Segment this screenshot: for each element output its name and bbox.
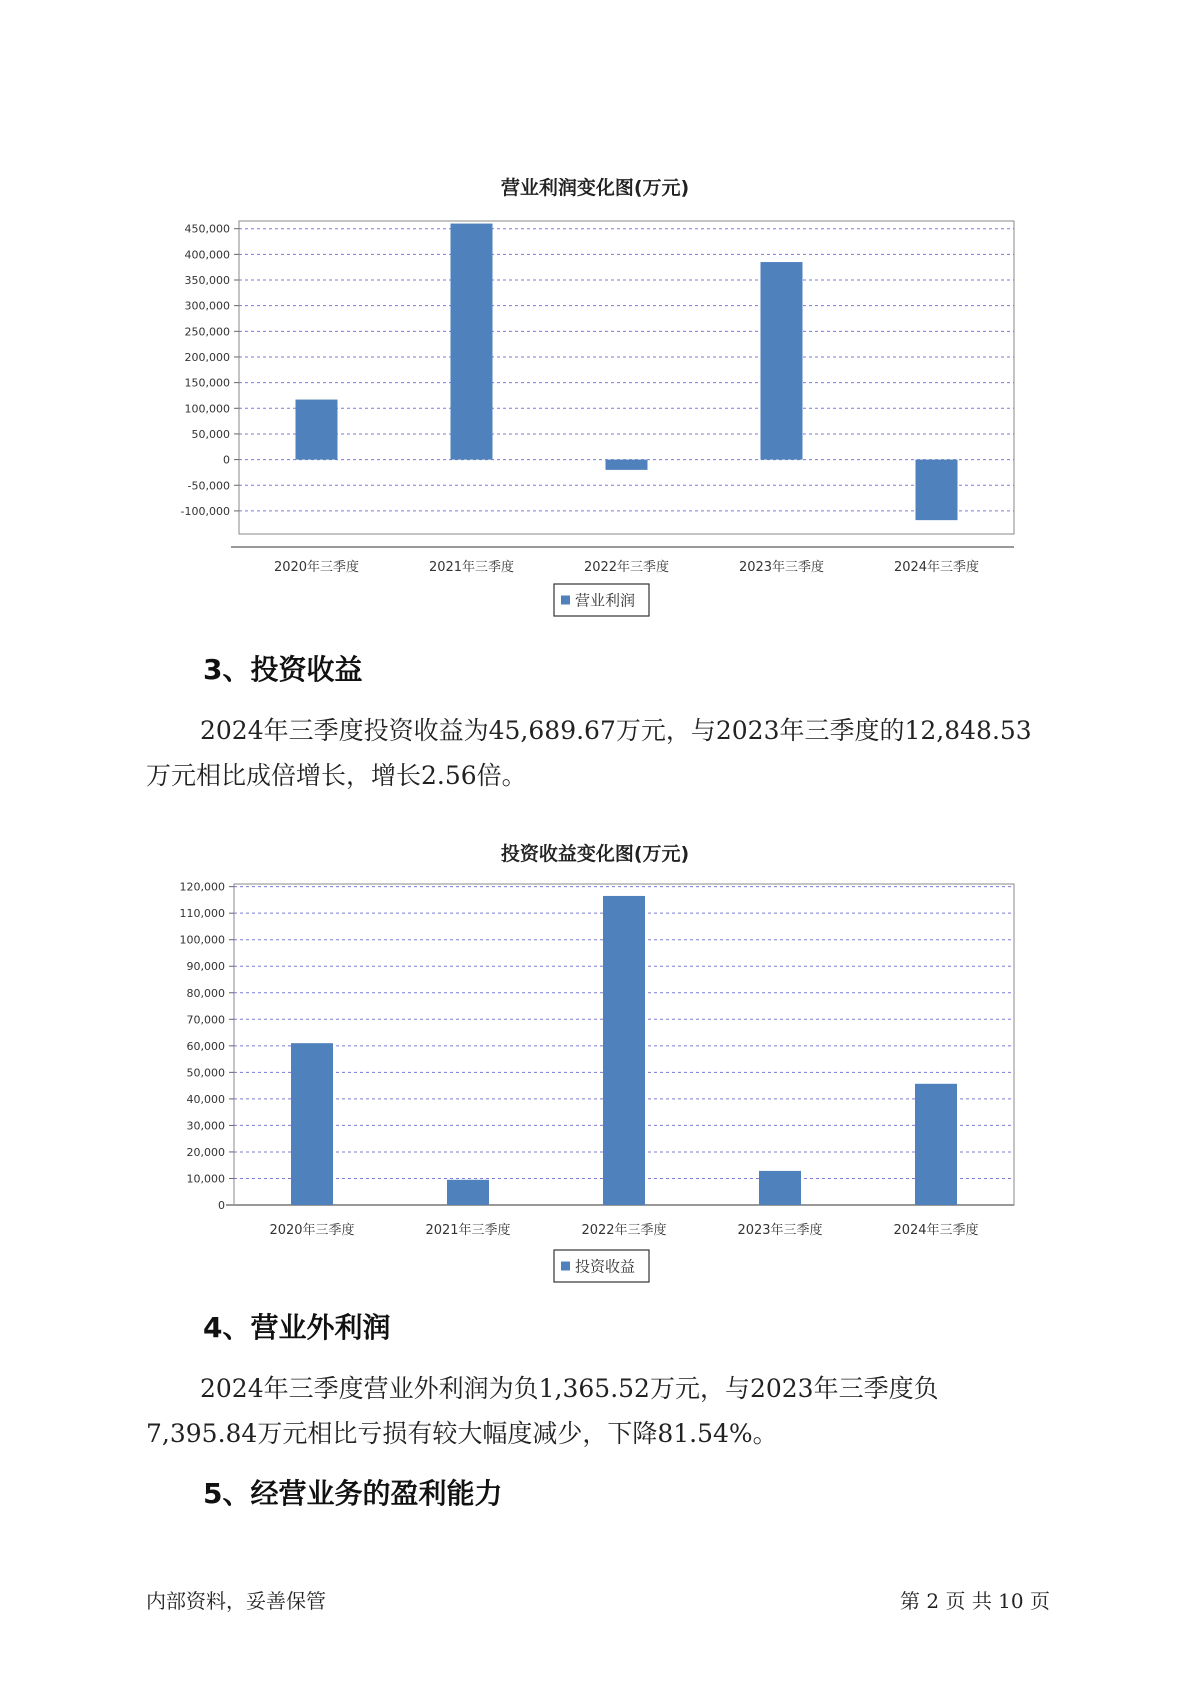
- section-3-line-2: 万元相比成倍增长，增长2.56倍。: [146, 761, 527, 790]
- x-category-label: 2021年三季度: [428, 560, 515, 575]
- section-5-heading: 5、经营业务的盈利能力: [203, 1477, 503, 1510]
- x-category-label: 2023年三季度: [737, 1223, 823, 1238]
- y-tick-label: 40,000: [186, 1092, 225, 1106]
- y-tick-label: 450,000: [184, 222, 230, 236]
- y-tick-label: -100,000: [180, 504, 230, 518]
- legend-swatch: [561, 1262, 570, 1271]
- legend-label: 营业利润: [575, 591, 636, 610]
- y-tick-label: 300,000: [184, 299, 230, 313]
- bar-2: [447, 1180, 489, 1205]
- y-tick-label: 80,000: [186, 986, 225, 1000]
- section-4-line-1: 2024年三季度营业外利润为负1,365.52万元，与2023年三季度负: [200, 1374, 939, 1403]
- y-tick-label: -50,000: [187, 479, 230, 493]
- x-category-label: 2020年三季度: [269, 1223, 355, 1238]
- x-category-label: 2023年三季度: [738, 560, 825, 575]
- chart-title: 投资收益变化图(万元): [500, 843, 690, 865]
- y-tick-label: 120,000: [179, 880, 225, 894]
- x-category-label: 2024年三季度: [893, 1223, 979, 1238]
- y-tick-label: 100,000: [184, 402, 230, 416]
- legend-label: 投资收益: [575, 1257, 636, 1276]
- chart-legend: [554, 1250, 649, 1282]
- x-category-label: 2024年三季度: [893, 560, 980, 575]
- y-tick-label: 60,000: [186, 1039, 225, 1053]
- bar-4: [759, 1171, 801, 1205]
- y-tick-label: 150,000: [184, 376, 230, 390]
- y-tick-label: 250,000: [184, 325, 230, 339]
- y-tick-label: 100,000: [179, 933, 225, 947]
- bar-1: [291, 1043, 333, 1205]
- y-tick-label: 200,000: [184, 350, 230, 364]
- section-3-paragraph: [146, 708, 1076, 798]
- y-tick-label: 30,000: [186, 1119, 225, 1133]
- y-tick-label: 110,000: [179, 907, 225, 921]
- footer-confidential-note: 内部资料，妥善保管: [146, 1589, 326, 1613]
- y-tick-label: 50,000: [191, 427, 230, 441]
- y-tick-label: 70,000: [186, 1013, 225, 1027]
- y-tick-label: 50,000: [186, 1066, 225, 1080]
- y-tick-label: 20,000: [186, 1145, 225, 1159]
- y-tick-label: 350,000: [184, 274, 230, 288]
- y-tick-label: 0: [223, 453, 230, 467]
- x-category-label: 2020年三季度: [273, 560, 360, 575]
- x-category-label: 2022年三季度: [581, 1223, 667, 1238]
- y-tick-label: 10,000: [186, 1172, 225, 1186]
- section-4-line-2: 7,395.84万元相比亏损有较大幅度减少，下降81.54%。: [146, 1419, 778, 1448]
- section-4-heading: 4、营业外利润: [203, 1311, 391, 1344]
- section-4-paragraph: [146, 1366, 1076, 1456]
- footer-page-number: 第 2 页 共 10 页: [900, 1589, 1050, 1613]
- bar-3: [603, 896, 645, 1205]
- x-category-label: 2021年三季度: [425, 1223, 511, 1238]
- y-tick-label: 90,000: [186, 960, 225, 974]
- chart-title: 营业利润变化图(万元): [500, 177, 690, 199]
- x-category-label: 2022年三季度: [583, 560, 670, 575]
- section-3-line-1: 2024年三季度投资收益为45,689.67万元，与2023年三季度的12,848.53: [200, 716, 1032, 745]
- section-3-heading: 3、投资收益: [203, 653, 363, 686]
- y-tick-label: 0: [218, 1199, 225, 1212]
- y-tick-label: 400,000: [184, 248, 230, 262]
- bar-5: [915, 1084, 957, 1205]
